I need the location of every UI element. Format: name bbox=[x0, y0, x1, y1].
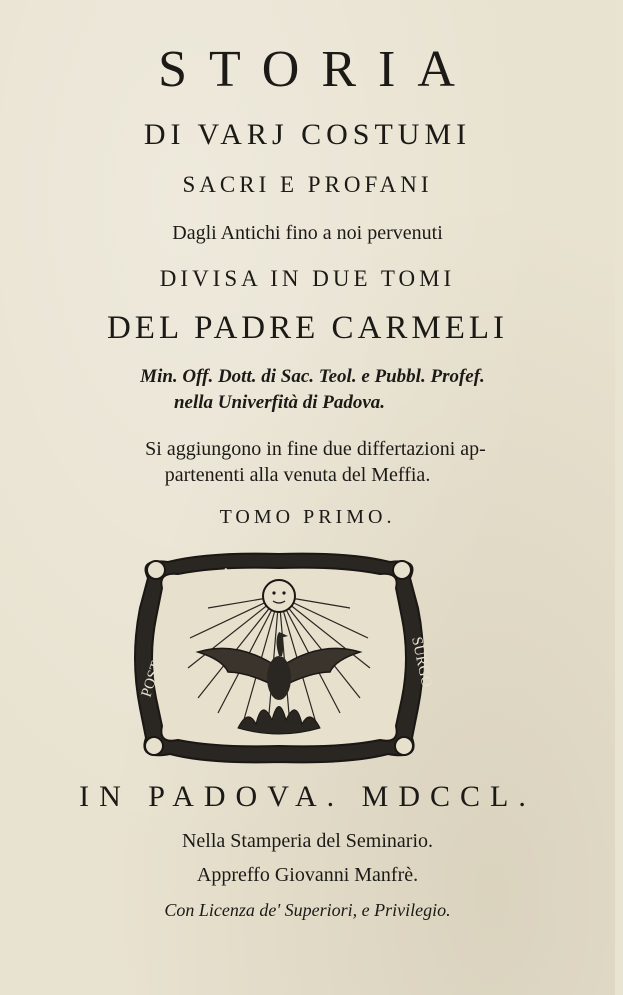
imprint-license: Con Licenza de' Superiori, e Privilegio. bbox=[164, 900, 451, 920]
author-credentials-line-2: nella Univerfità di Padova. bbox=[173, 392, 386, 413]
imprint-place-date: IN PADOVA. MDCCL. bbox=[79, 780, 536, 813]
title-line-5: DIVISA IN DUE TOMI bbox=[159, 266, 456, 291]
book-title: STORIA bbox=[158, 41, 477, 98]
motto-post: POST bbox=[138, 659, 166, 700]
author-name: DEL PADRE CARMELI bbox=[106, 310, 509, 346]
note-line-2: partenenti alla venuta del Meffia. bbox=[164, 464, 431, 486]
imprint-printer: Nella Stamperia del Seminario. bbox=[181, 830, 434, 852]
volume-label: TOMO PRIMO. bbox=[219, 506, 396, 528]
motto-re: RE bbox=[352, 571, 378, 596]
note-line-1: Si aggiungono in fine due differtazioni ap- bbox=[145, 438, 486, 460]
title-line-3: SACRI E PROFANI bbox=[182, 172, 433, 197]
author-credentials-line-1: Min. Off. Dott. di Sac. Teol. e Pubbl. Profef. bbox=[140, 366, 485, 387]
imprint-publisher: Appreffo Giovanni Manfrè. bbox=[196, 864, 419, 886]
subtitle-line: Dagli Antichi fino a noi pervenuti bbox=[172, 222, 443, 244]
phoenix-emblem-icon bbox=[128, 548, 435, 766]
motto-fata: FATA bbox=[195, 563, 237, 594]
title-line-2: DI VARJ COSTUMI bbox=[143, 118, 472, 151]
motto-surgo: SURGO bbox=[408, 635, 435, 689]
